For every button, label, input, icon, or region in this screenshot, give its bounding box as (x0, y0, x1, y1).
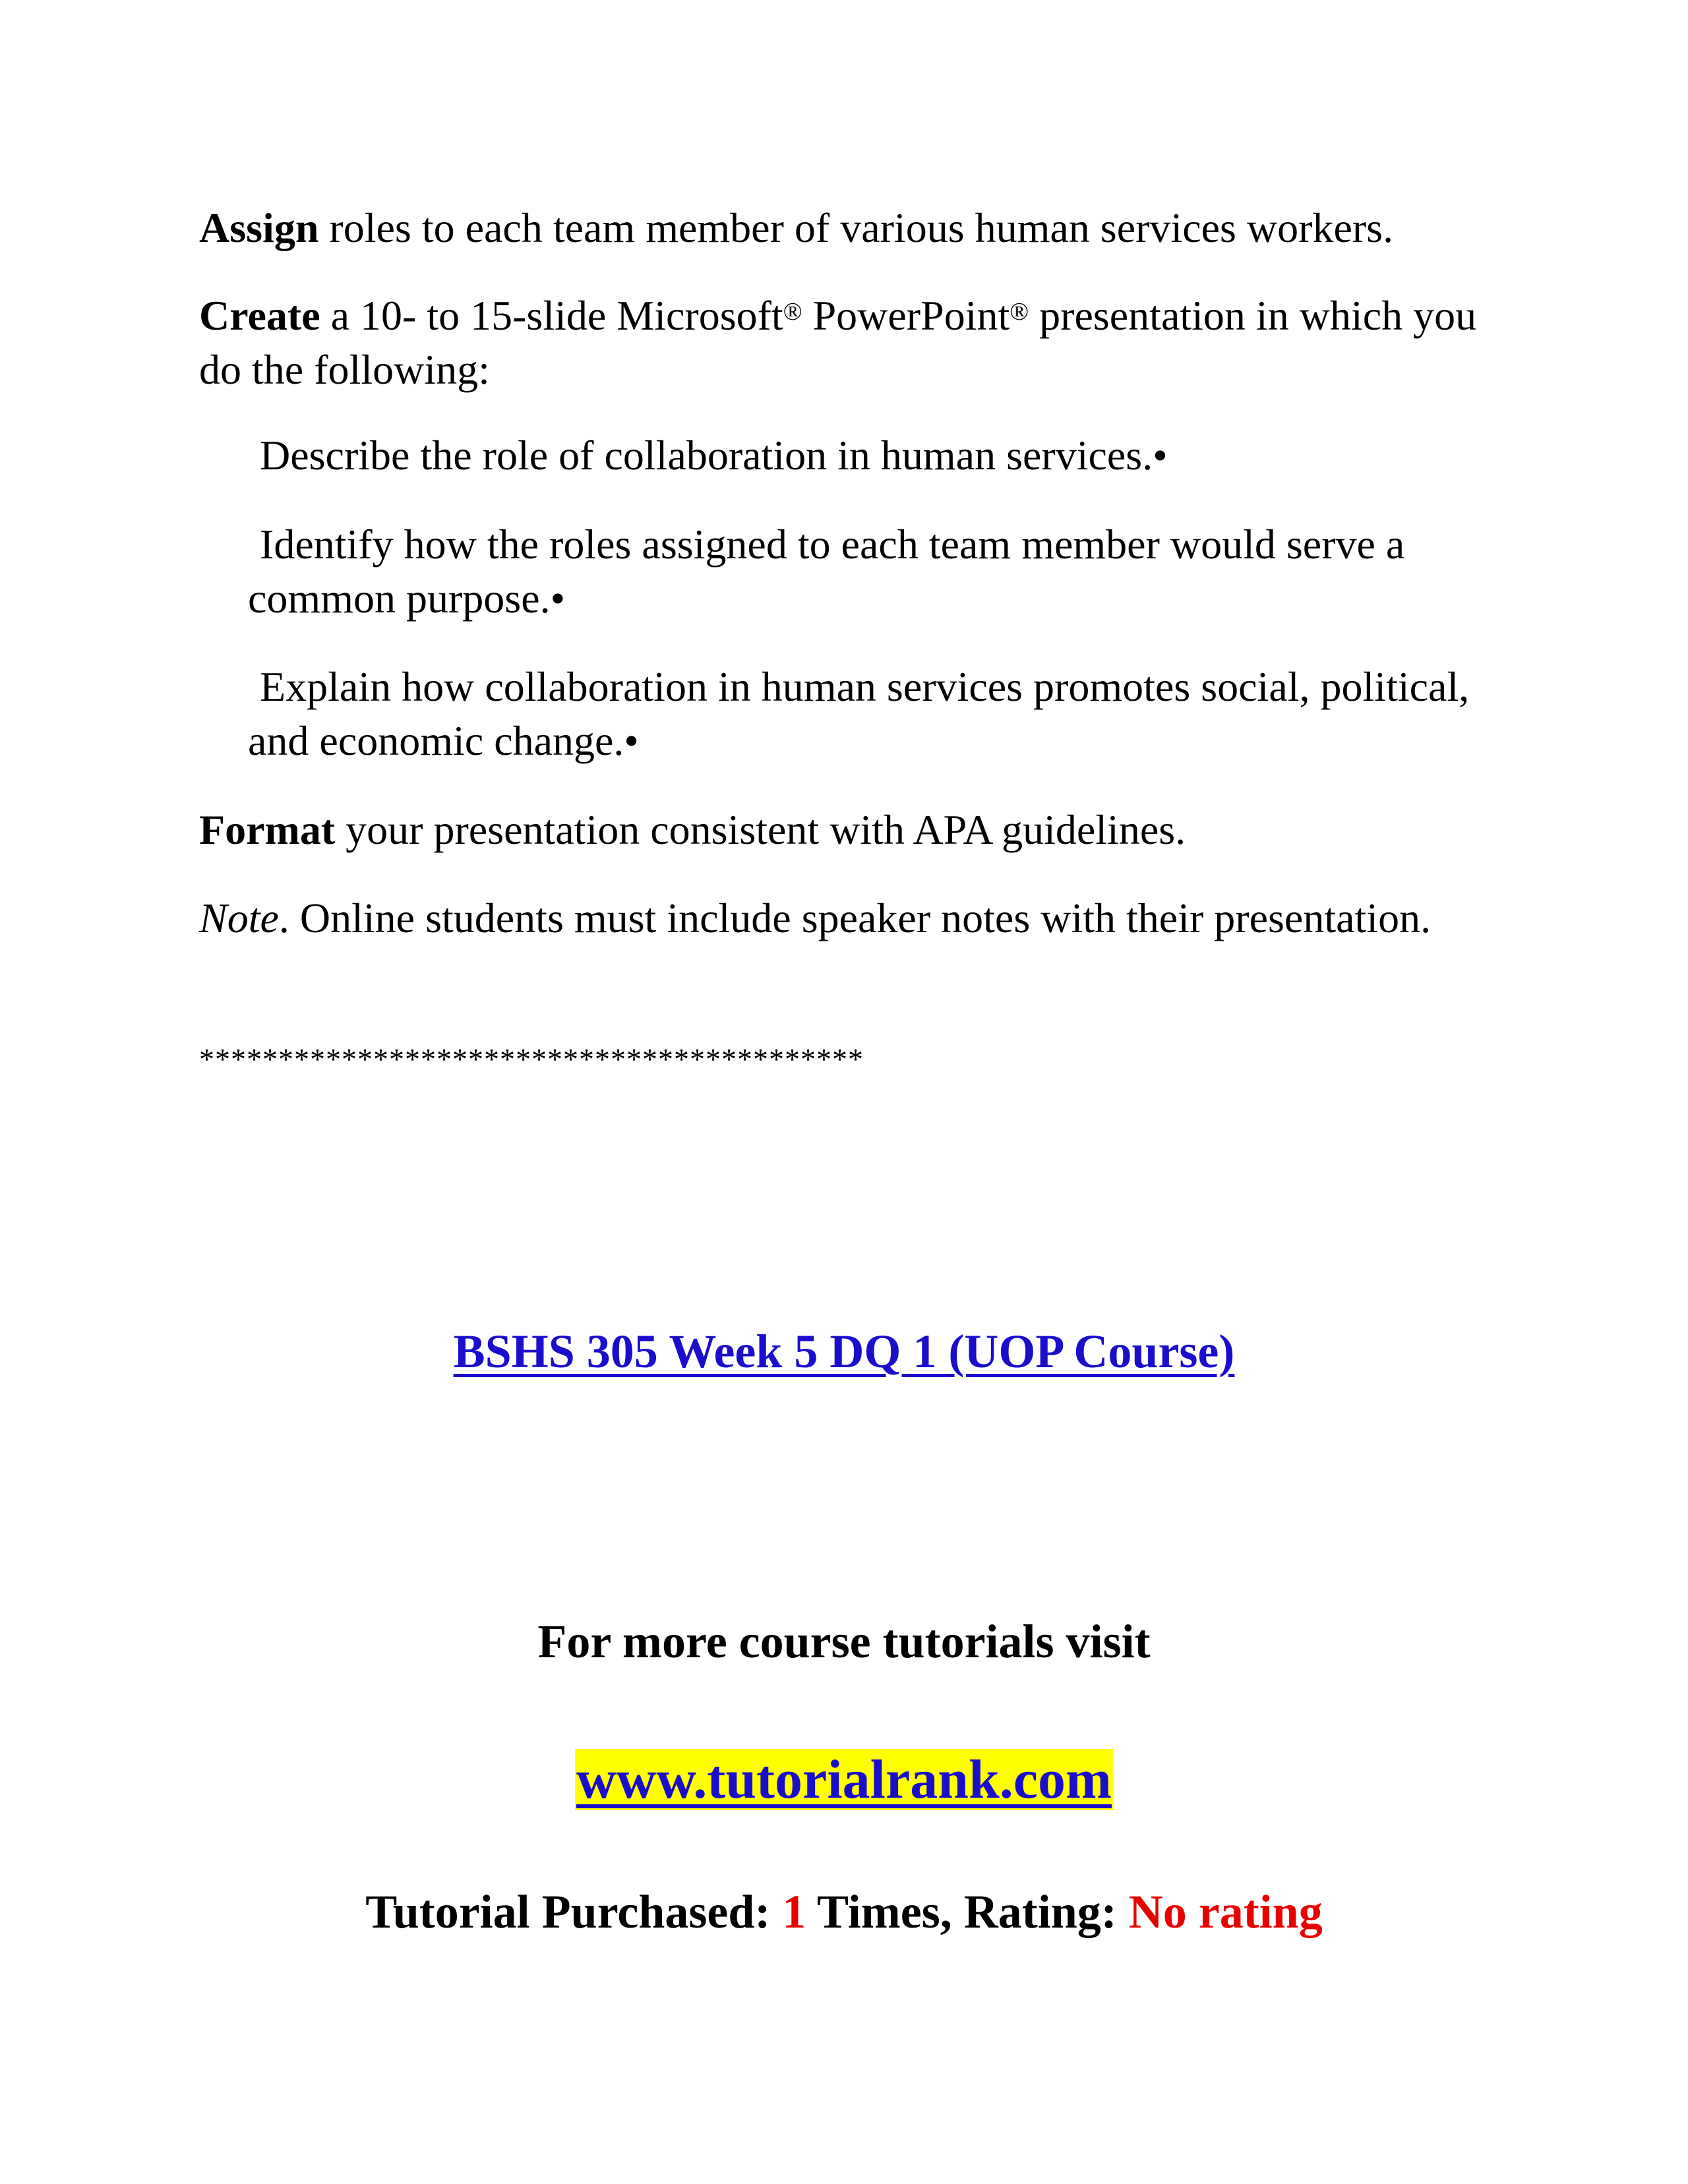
course-link-line (0, 1322, 1688, 1381)
note-italic: Note (199, 895, 279, 941)
more-tutorials-heading: For more course tutorials visit (537, 1615, 1151, 1668)
note-text: . Online students must include speaker notes with their presentation. (278, 895, 1432, 941)
format-paragraph (199, 803, 1505, 857)
separator-line: ****************************************** (199, 1042, 864, 1076)
create-text-3: presentation in which you do the following: (199, 292, 1477, 393)
bullet-icon: • (1153, 432, 1168, 479)
rating-value: No rating (1128, 1885, 1323, 1938)
purchased-middle: Times, Rating: (806, 1885, 1129, 1938)
list-item-text: Identify how the roles assigned to each team member would serve a common purpose. (248, 521, 1405, 622)
purchased-label: Tutorial Purchased: (365, 1885, 783, 1938)
registered-mark: ® (1010, 298, 1029, 326)
course-link[interactable]: BSHS 305 Week 5 DQ 1 (UOP Course) (453, 1325, 1235, 1378)
create-text-2: PowerPoint (802, 292, 1010, 339)
list-item (248, 428, 1501, 483)
assign-bold: Assign (199, 204, 319, 251)
create-paragraph (199, 289, 1505, 397)
create-text-1: a 10- to 15-slide Microsoft (320, 292, 783, 339)
list-item (248, 660, 1501, 768)
format-bold: Format (199, 806, 336, 853)
website-link[interactable]: www.tutorialrank.com (576, 1749, 1112, 1810)
format-text: your presentation consistent with APA guidelines. (335, 806, 1186, 853)
assign-text: roles to each team member of various human services workers. (318, 204, 1394, 251)
list-item (248, 517, 1501, 626)
bullet-icon: • (550, 575, 565, 622)
registered-mark: ® (783, 298, 802, 326)
list-item-text: Explain how collaboration in human services promotes social, political, and economic change. (248, 663, 1470, 764)
assign-paragraph (199, 201, 1505, 255)
create-bold: Create (199, 292, 320, 339)
list-item-text: Describe the role of collaboration in human services. (260, 432, 1153, 479)
note-paragraph (199, 891, 1505, 945)
bullet-icon: • (624, 717, 639, 764)
purchase-count: 1 (782, 1885, 806, 1938)
website-line (0, 1747, 1688, 1813)
purchase-info (0, 1882, 1688, 1941)
